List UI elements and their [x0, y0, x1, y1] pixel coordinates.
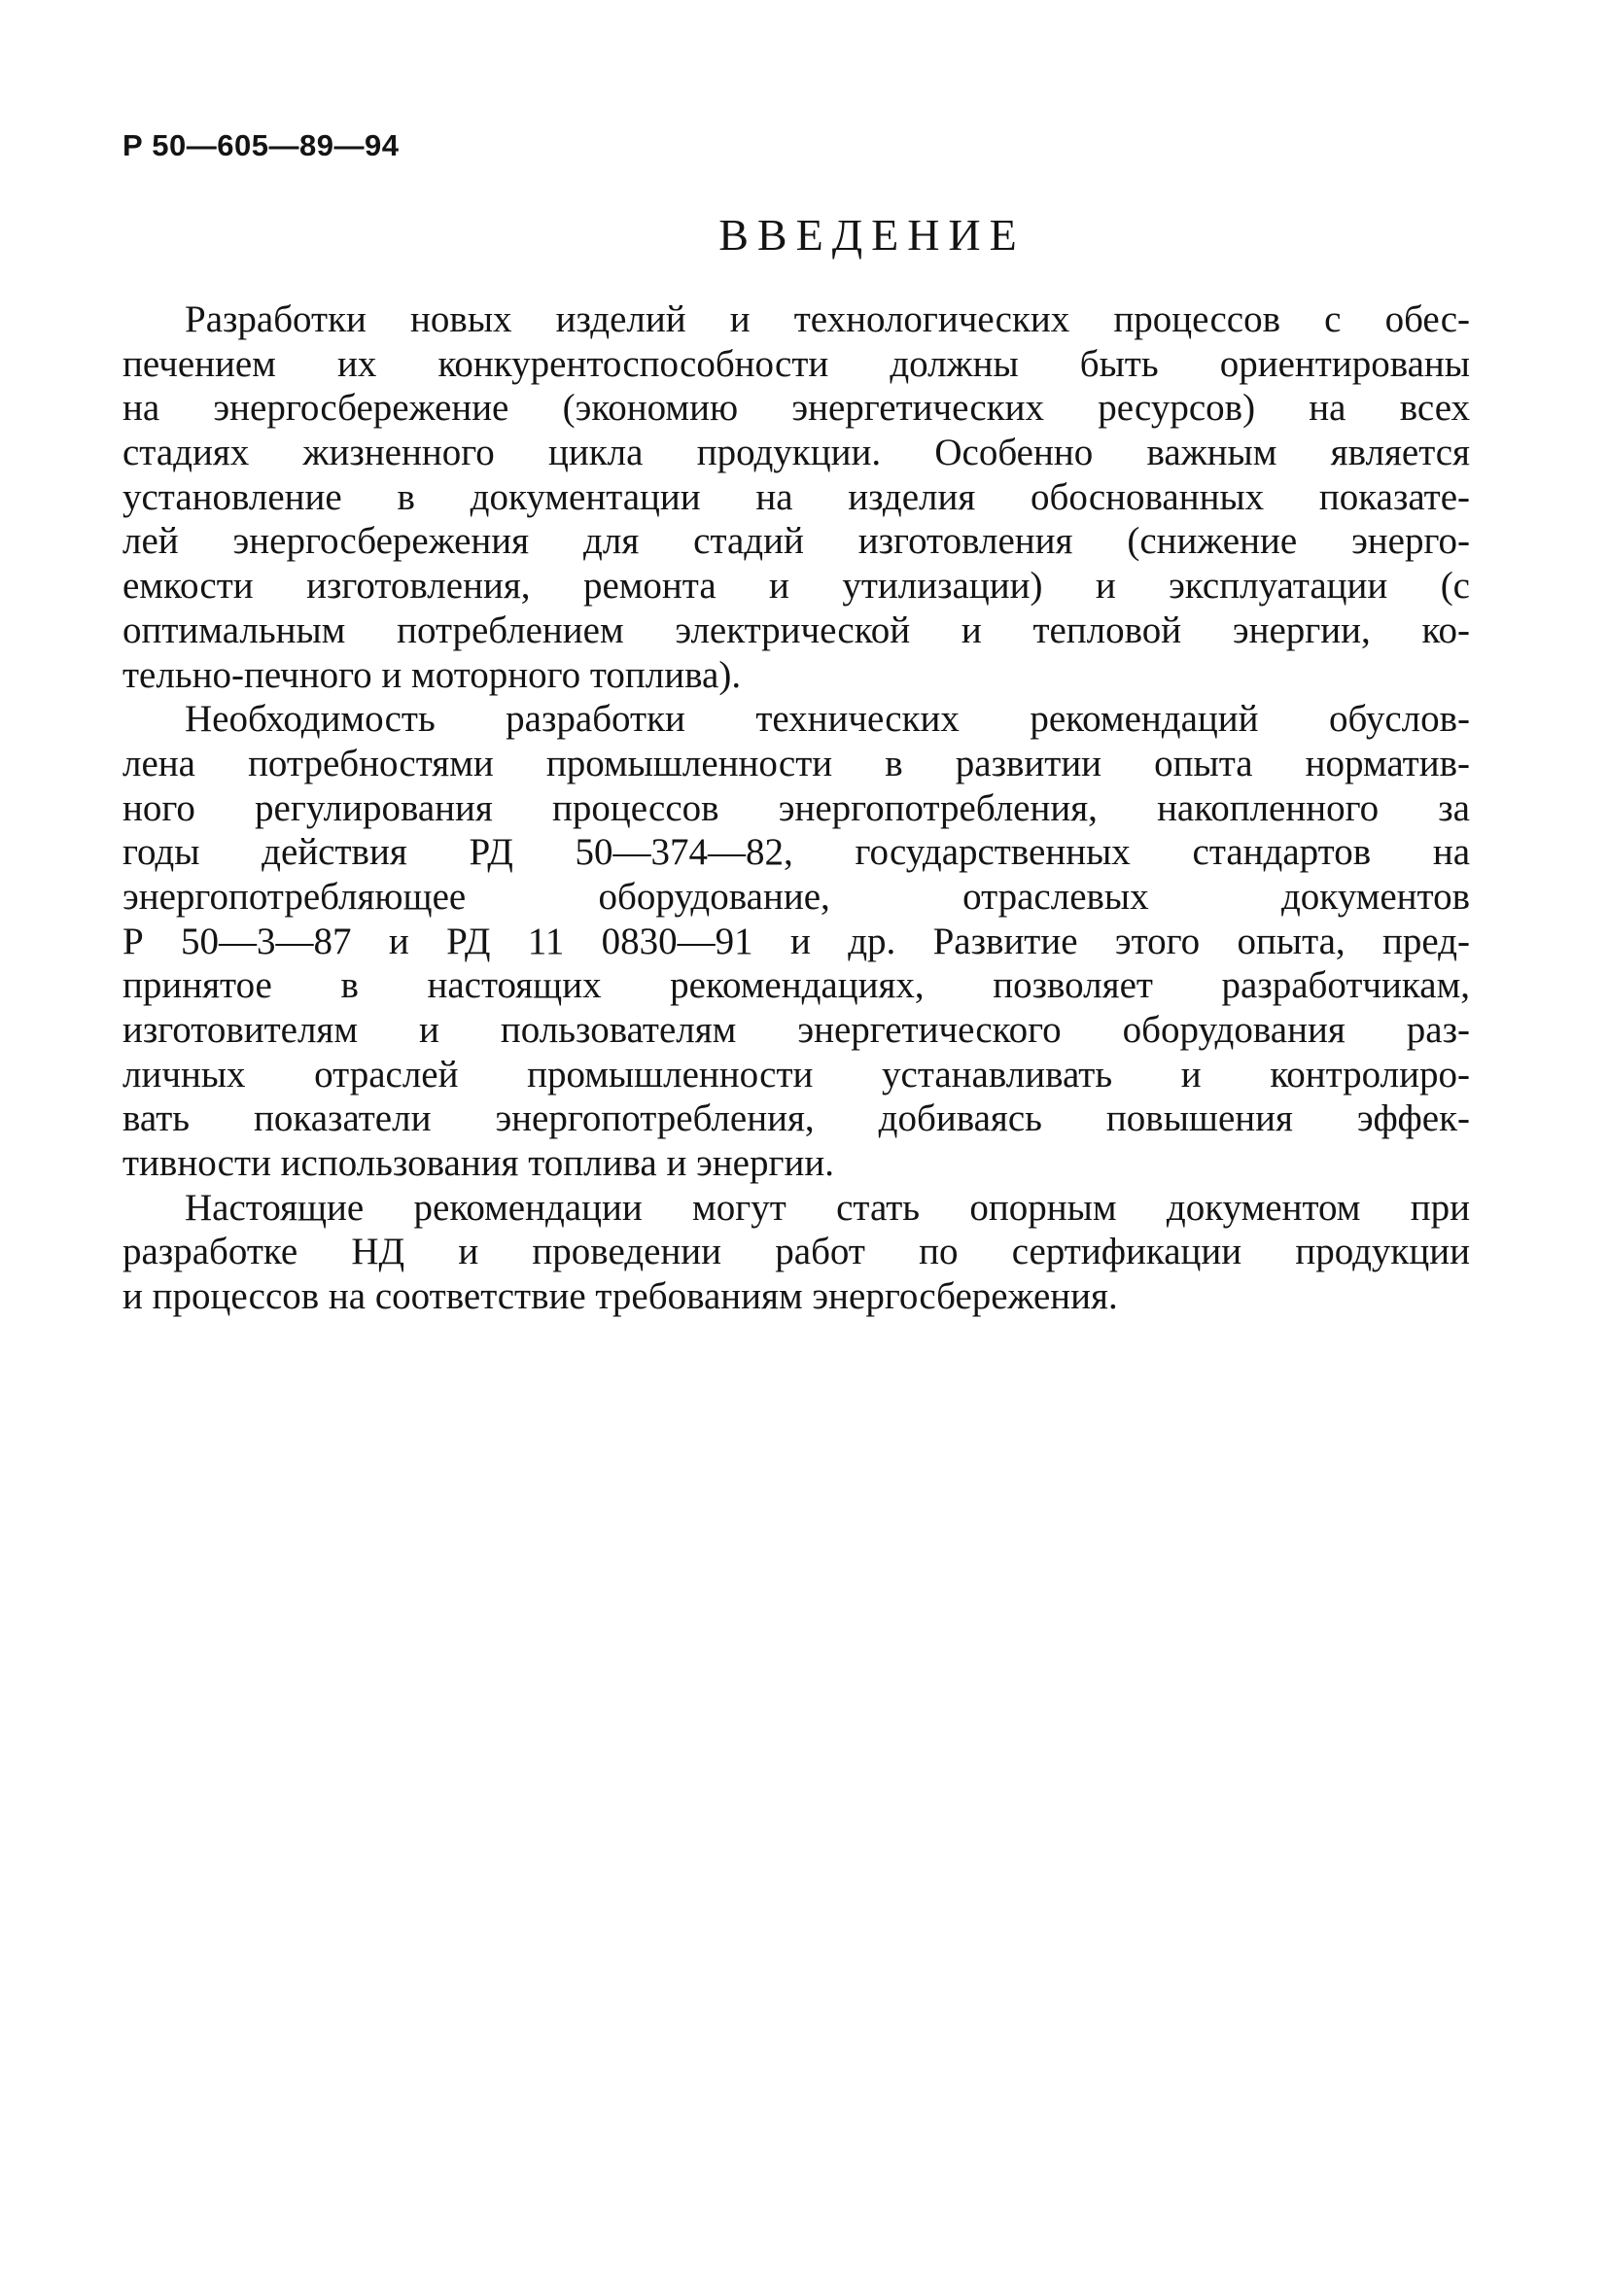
paragraph-2-line-5: энергопотребляющее оборудование, отраслевых документов [122, 875, 1470, 918]
paragraph-1-line-1: Разработки новых изделий и технологических процессов с обес- [185, 298, 1470, 340]
paragraph-2-line-8: изготовителям и пользователям энергетического оборудования раз- [122, 1009, 1470, 1051]
paragraph-3-line-1: Настоящие рекомендации могут стать опорным документом при [185, 1186, 1470, 1229]
paragraph-2-line-7: принятое в настоящих рекомендациях, позволяет разработчикам, [122, 964, 1470, 1007]
paragraph-2-line-11: тивности использования топлива и энергии. [122, 1142, 834, 1185]
paragraph-2-line-6: Р 50—3—87 и РД 11 0830—91 и др. Развитие этого опыта, пред- [122, 920, 1470, 962]
paragraph-1-line-5: установление в документации на изделия обоснованных показате- [122, 475, 1470, 518]
paragraph-3-line-3: и процессов на соответствие требованиям энергосбережения. [122, 1275, 1118, 1318]
paragraph-1-line-6: лей энергосбережения для стадий изготовления (снижение энерго- [122, 520, 1470, 563]
paragraph-1-line-7: емкости изготовления, ремонта и утилизации) и эксплуатации (с [122, 565, 1470, 608]
paragraph-1-line-8: оптимальным потреблением электрической и тепловой энергии, ко- [122, 609, 1470, 651]
document-code: Р 50—605—89—94 [122, 128, 400, 162]
paragraph-2-line-10: вать показатели энергопотребления, добиваясь повышения эффек- [122, 1097, 1470, 1140]
paragraph-1-line-3: на энергосбережение (экономию энергетических ресурсов) на всех [122, 387, 1470, 430]
paragraph-3-line-2: разработке НД и проведении работ по сертификации продукции [122, 1231, 1470, 1273]
paragraph-2-line-1: Необходимость разработки технических рекомендаций обуслов- [185, 698, 1470, 741]
paragraph-2-line-2: лена потребностями промышленности в развитии опыта норматив- [122, 742, 1470, 784]
section-heading: ВВЕДЕНИЕ [718, 210, 1026, 260]
paragraph-2-line-9: личных отраслей промышленности устанавливать и контролиро- [122, 1053, 1470, 1096]
paragraph-1-line-4: стадиях жизненного цикла продукции. Особенно важным является [122, 432, 1470, 474]
paragraph-2-line-4: годы действия РД 50—374—82, государственных стандартов на [122, 831, 1470, 874]
body-text [122, 297, 1470, 1319]
paragraph-2-line-3: ного регулирования процессов энергопотребления, накопленного за [122, 786, 1470, 829]
paragraph-1-line-2: печением их конкурентоспособности должны быть ориентированы [122, 342, 1470, 385]
paragraph-1-line-9: тельно-печного и моторного топлива). [122, 653, 742, 696]
